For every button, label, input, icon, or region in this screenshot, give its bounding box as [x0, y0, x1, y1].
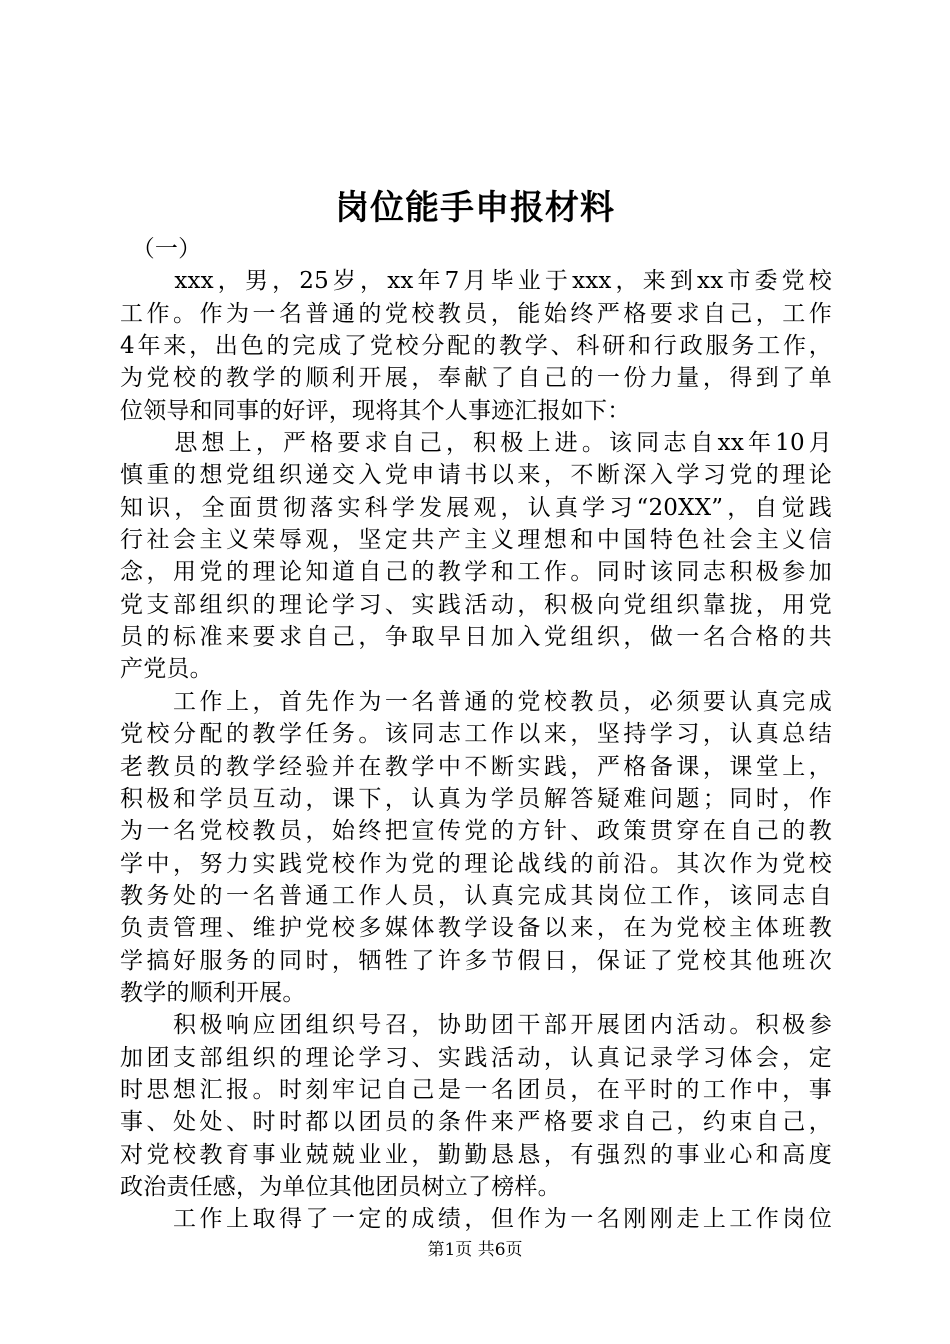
body-line: 积极响应团组织号召，协助团干部开展团内活动。积极参	[120, 1012, 832, 1039]
body-line: 行社会主义荣辱观，坚定共产主义理想和中国特色社会主义信	[120, 527, 832, 554]
body-line: 为党校的教学的顺利开展，奉献了自己的一份力量，得到了单	[120, 365, 832, 392]
body-line: 学中，努力实践党校作为党的理论战线的前沿。其次作为党校	[120, 850, 832, 877]
body-line: xxx，男，25岁，xx年7月毕业于xxx，来到xx市委党校	[120, 268, 832, 295]
body-line: 教学的顺利开展。	[120, 979, 306, 1006]
document-body	[120, 233, 832, 1236]
body-line: 积极和学员互动，课下，认真为学员解答疑难问题；同时，作	[120, 785, 832, 812]
body-line: 念，用党的理论知道自己的教学和工作。同时该同志积极参加	[120, 559, 832, 586]
body-line: 对党校教育事业兢兢业业，勤勤恳恳，有强烈的事业心和高度	[120, 1141, 832, 1168]
body-line: 负责管理、维护党校多媒体教学设备以来，在为党校主体班教	[120, 915, 832, 942]
body-line: 党校分配的教学任务。该同志工作以来，坚持学习，认真总结	[120, 721, 832, 748]
body-line: 工作。作为一名普通的党校教员，能始终严格要求自己，工作	[120, 300, 832, 327]
body-line: 政治责任感，为单位其他团员树立了榜样。	[120, 1173, 561, 1200]
body-line: 加团支部组织的理论学习、实践活动，认真记录学习体会，定	[120, 1044, 832, 1071]
body-line: 党支部组织的理论学习、实践活动，积极向党组织靠拢，用党	[120, 591, 832, 618]
page-footer: 第1页 共6页	[427, 1240, 523, 1260]
page-title: 岗位能手申报材料	[335, 188, 615, 228]
body-line: 4年来，出色的完成了党校分配的教学、科研和行政服务工作，	[120, 333, 832, 360]
body-line: 事、处处、时时都以团员的条件来严格要求自己，约束自己，	[120, 1109, 832, 1136]
body-line: 教务处的一名普通工作人员，认真完成其岗位工作，该同志自	[120, 882, 832, 909]
body-line: 思想上，严格要求自己，积极上进。该同志自xx年10月	[120, 430, 832, 457]
body-line: 学搞好服务的同时，牺牲了许多节假日，保证了党校其他班次	[120, 947, 832, 974]
body-line: 工作上，首先作为一名普通的党校教员，必须要认真完成	[120, 688, 832, 715]
body-line: 产党员。	[120, 656, 213, 683]
body-line: 老教员的教学经验并在教学中不断实践，严格备课，课堂上，	[120, 753, 832, 780]
body-line: 慎重的想党组织递交入党申请书以来，不断深入学习党的理论	[120, 462, 832, 489]
body-line: 工作上取得了一定的成绩，但作为一名刚刚走上工作岗位	[120, 1206, 832, 1233]
body-line: 知识，全面贯彻落实科学发展观，认真学习“20XX”，自觉践	[120, 494, 832, 521]
body-line: 时思想汇报。时刻牢记自己是一名团员，在平时的工作中，事	[120, 1076, 832, 1103]
body-line: 为一名党校教员，始终把宣传党的方针、政策贯穿在自己的教	[120, 818, 832, 845]
body-line: （一）	[120, 236, 202, 262]
body-line: 位领导和同事的好评，现将其个人事迹汇报如下：	[120, 397, 631, 424]
body-line: 员的标准来要求自己，争取早日加入党组织，做一名合格的共	[120, 624, 832, 651]
